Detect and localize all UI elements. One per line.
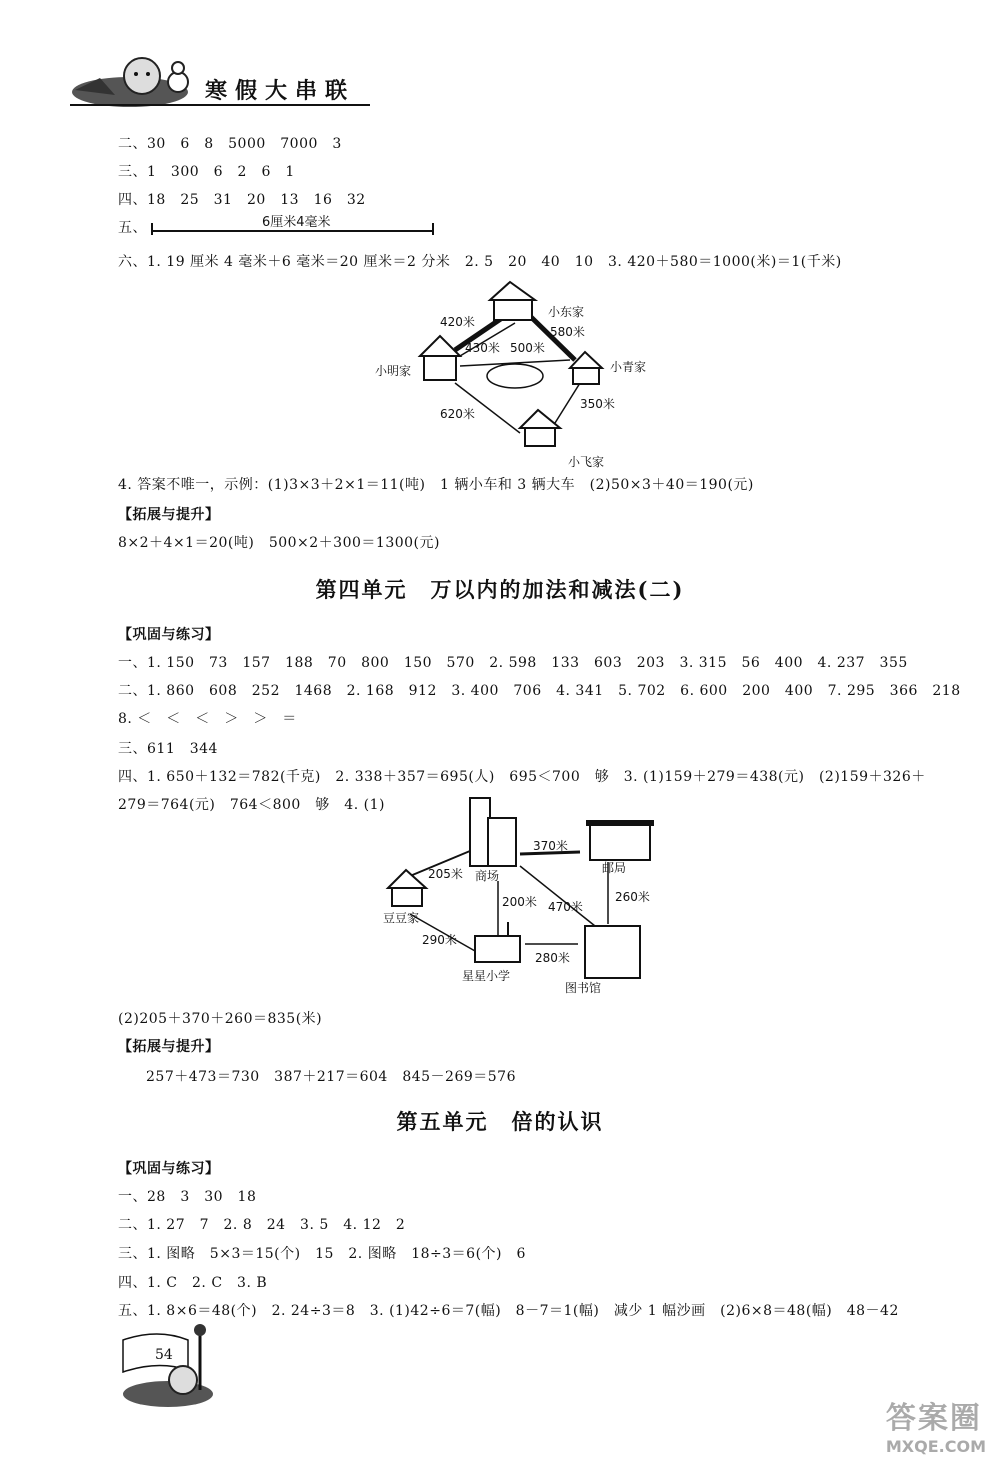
answer-line: 8×2＋4×1＝20(吨) 500×2＋300＝1300(元) bbox=[118, 535, 440, 551]
answer-line: 三、611 344 bbox=[118, 741, 218, 757]
distance-label: 620米 bbox=[440, 407, 475, 421]
watermark-logo-text: 答案圈 bbox=[885, 1401, 982, 1436]
route-distance-map bbox=[370, 796, 670, 996]
answer-line: 四、1. 650＋132＝782(千克) 2. 338＋357＝695(人) 695＜700 够 3. (1)159＋279＝438(元) (2)159＋326＋ bbox=[118, 769, 926, 785]
answer-line: 一、1. 150 73 157 188 70 800 150 570 2. 598 133 603 203 3. 315 56 400 4. 237 355 bbox=[118, 655, 908, 671]
answer-line: 四、1. C 2. C 3. B bbox=[118, 1275, 268, 1291]
segment-length-label: 6厘米4毫米 bbox=[262, 215, 331, 230]
house-icon bbox=[490, 282, 535, 320]
place-label: 小飞家 bbox=[568, 455, 605, 469]
distance-label: 420米 bbox=[440, 315, 475, 329]
watermark-url: MXQE.COM bbox=[885, 1437, 986, 1456]
unit-title: 第四单元 万以内的加法和减法(二) bbox=[315, 577, 685, 602]
footer-mascot-illustration bbox=[118, 1320, 218, 1410]
post-office-icon bbox=[586, 820, 654, 860]
distance-label: 580米 bbox=[550, 325, 585, 339]
place-label: 商场 bbox=[475, 869, 500, 883]
place-label: 图书馆 bbox=[565, 981, 602, 995]
distance-label: 430米 bbox=[465, 341, 500, 355]
distance-label: 200米 bbox=[502, 895, 537, 909]
pond-icon bbox=[487, 364, 543, 388]
section-heading: 【拓展与提升】 bbox=[118, 507, 220, 523]
distance-label: 290米 bbox=[422, 933, 457, 947]
answer-line: (2)205＋370＋260＝835(米) bbox=[118, 1011, 323, 1027]
distance-label: 205米 bbox=[428, 867, 463, 881]
line-segment-drawing bbox=[150, 213, 435, 233]
header-mascot-illustration bbox=[70, 50, 200, 108]
house-icon bbox=[520, 410, 560, 446]
answer-line: 五、 bbox=[118, 220, 147, 236]
unit-title: 第五单元 倍的认识 bbox=[396, 1109, 604, 1134]
answer-line: 三、1. 图略 5×3＝15(个) 15 2. 图略 18÷3＝6(个) 6 bbox=[118, 1246, 526, 1262]
watermark bbox=[886, 1393, 986, 1456]
section-heading: 【巩固与练习】 bbox=[118, 1161, 220, 1177]
section-heading: 【拓展与提升】 bbox=[118, 1039, 220, 1055]
home-distance-map bbox=[370, 278, 660, 470]
header-title: 寒假大串联 bbox=[205, 78, 356, 104]
answer-line: 一、28 3 30 18 bbox=[118, 1189, 257, 1205]
distance-label: 470米 bbox=[548, 900, 583, 914]
distance-label: 500米 bbox=[510, 341, 545, 355]
place-label: 小青家 bbox=[610, 360, 647, 374]
library-icon bbox=[585, 926, 640, 978]
answer-line: 二、30 6 8 5000 7000 3 bbox=[118, 136, 342, 152]
header-rule bbox=[70, 104, 370, 106]
place-label: 小东家 bbox=[548, 305, 585, 319]
building-icon bbox=[470, 798, 516, 866]
answer-line: 279＝764(元) 764＜800 够 4. (1) bbox=[118, 797, 385, 813]
place-label: 小明家 bbox=[375, 364, 412, 378]
answer-line: 三、1 300 6 2 6 1 bbox=[118, 164, 295, 180]
distance-label: 280米 bbox=[535, 951, 570, 965]
answer-line: 257＋473＝730 387＋217＝604 845－269＝576 bbox=[146, 1069, 516, 1085]
place-label: 邮局 bbox=[602, 861, 627, 875]
answer-line: 五、1. 8×6＝48(个) 2. 24÷3＝8 3. (1)42÷6＝7(幅) 8－7＝1(幅) 减少 1 幅沙画 (2)6×8＝48(幅) 48－42 bbox=[118, 1303, 899, 1319]
distance-label: 260米 bbox=[615, 890, 650, 904]
answer-line: 二、1. 860 608 252 1468 2. 168 912 3. 400 706 4. 341 5. 702 6. 600 200 400 7. 295 366 218 bbox=[118, 683, 961, 699]
distance-label: 370米 bbox=[533, 839, 568, 853]
house-icon bbox=[420, 336, 460, 380]
house-icon bbox=[388, 870, 426, 906]
distance-label: 350米 bbox=[580, 397, 615, 411]
answer-line: 四、18 25 31 20 13 16 32 bbox=[118, 192, 366, 208]
answer-line: 二、1. 27 7 2. 8 24 3. 5 4. 12 2 bbox=[118, 1217, 406, 1233]
answer-line: 4. 答案不唯一，示例：(1)3×3＋2×1＝11(吨) 1 辆小车和 3 辆大车 (2)50×3＋40＝190(元) bbox=[118, 477, 754, 493]
place-label: 豆豆家 bbox=[383, 911, 420, 925]
section-heading: 【巩固与练习】 bbox=[118, 627, 220, 643]
answer-line: 六、1. 19 厘米 4 毫米＋6 毫米＝20 厘米＝2 分米 2. 5 20 40 10 3. 420＋580＝1000(米)＝1(千米) bbox=[118, 254, 842, 270]
page-number: 54 bbox=[155, 1347, 173, 1363]
place-label: 星星小学 bbox=[462, 969, 511, 983]
answer-line: 8. ＜ ＜ ＜ ＞ ＞ ＝ bbox=[118, 711, 297, 727]
